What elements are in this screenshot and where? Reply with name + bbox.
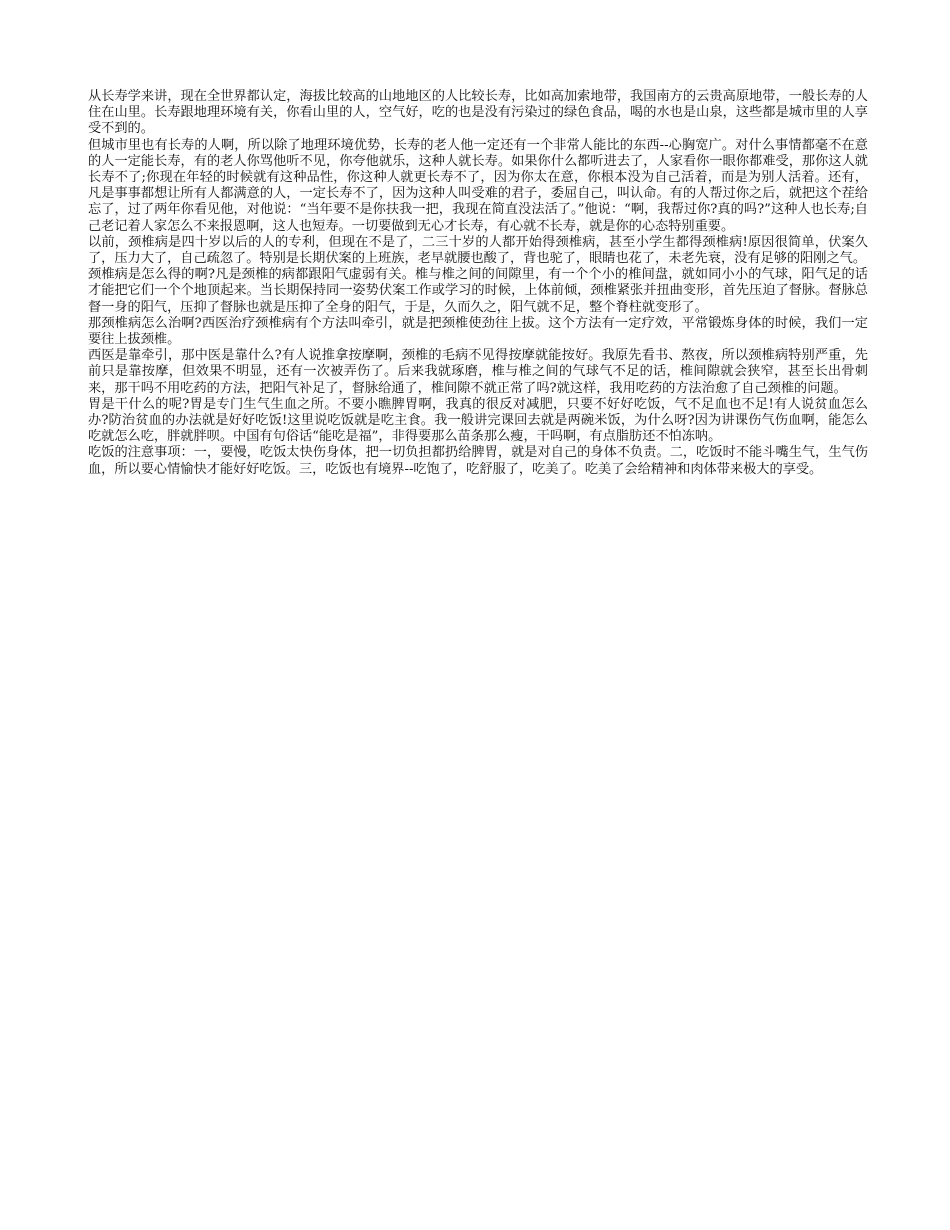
paragraph-eating-notes: 吃饭的注意事项：一，要慢，吃饭太快伤身体，把一切负担都扔给脾胃，就是对自己的身体不负责。二，吃饭时不能斗嘴生气，生气伤血，所以要心情愉快才能好好吃饭。三，吃饭也有境界--吃饱了，吃舒服了，吃美了。吃美了会给精神和肉体带来极大的享受。 [88, 445, 868, 477]
document-body [88, 89, 868, 478]
paragraph-open-mind: 但城市里也有长寿的人啊，所以除了地理环境优势，长寿的老人他一定还有一个非常人能比的东西--心胸宽广。对什么事情都毫不在意的人一定能长寿，有的老人你骂他听不见，你夸他就乐，这种人就长寿。如果你什么都听进去了，人家看你一眼你都难受，那你这人就长寿不了;你现在年轻的时候就有这种品性，你这种人就更长寿不了，因为你太在意，你根本没为自己活着，而是为别人活着。还有，凡是事事都想让所有人都满意的人，一定长寿不了，因为这种人叫受难的君子，委屈自己，叫认命。有的人帮过你之后，就把这个茬给忘了，过了两年你看见他，对他说：“当年要不是你扶我一把，我现在简直没法活了。”他说：“啊，我帮过你?真的吗?”这种人也长寿;自己老记着人家怎么不来报恩啊，这人也短寿。一切要做到无心才长寿，有心就不长寿，就是你的心态特别重要。 [88, 137, 868, 234]
paragraph-stomach: 胃是干什么的呢?胃是专门生气生血之所。不要小瞧脾胃啊，我真的很反对减肥，只要不好好吃饭，气不足血也不足!有人说贫血怎么办?防治贫血的办法就是好好吃饭!这里说吃饭就是吃主食。我一般讲完课回去就是两碗米饭，为什么呀?因为讲课伤气伤血啊，能怎么吃就怎么吃，胖就胖呗。中国有句俗话“能吃是福”，非得要那么苗条那么瘦，干吗啊，有点脂肪还不怕冻呐。 [88, 396, 868, 445]
paragraph-western-treatment: 那颈椎病怎么治啊?西医治疗颈椎病有个方法叫牵引，就是把颈椎使劲往上拔。这个方法有一定疗效，平常锻炼身体的时候，我们一定要往上拔颈椎。 [88, 315, 868, 348]
paragraph-cervical-cause: 颈椎病是怎么得的啊?凡是颈椎的病都跟阳气虚弱有关。椎与椎之间的间隙里，有一个个小的椎间盘，就如同小小的气球，阳气足的话才能把它们一个个地顶起来。当长期保持同一姿势伏案工作或学习的时候，上体前倾，颈椎紧张并扭曲变形，首先压迫了督脉。督脉总督一身的阳气，压抑了督脉也就是压抑了全身的阳气，于是，久而久之，阳气就不足，整个脊柱就变形了。 [88, 267, 868, 315]
paragraph-longevity-geography: 从长寿学来讲，现在全世界都认定，海拔比较高的山地地区的人比较长寿，比如高加索地带，我国南方的云贵高原地带，一般长寿的人住在山里。长寿跟地理环境有关，你看山里的人，空气好，吃的也是没有污染过的绿色食品，喝的水也是山泉，这些都是城市里的人享受不到的。 [88, 89, 868, 137]
paragraph-cervical-spondylosis-intro: 以前，颈椎病是四十岁以后的人的专利，但现在不是了，二三十岁的人都开始得颈椎病，甚至小学生都得颈椎病!原因很简单，伏案久了，压力大了，自己疏忽了。特别是长期伏案的上班族，老早就腰也酸了，背也驼了，眼睛也花了，未老先衰，没有足够的阳刚之气。 [88, 234, 868, 267]
paragraph-chinese-treatment: 西医是靠牵引，那中医是靠什么?有人说推拿按摩啊，颈椎的毛病不见得按摩就能按好。我原先看书、熬夜，所以颈椎病特别严重，先前只是靠按摩，但效果不明显，还有一次被弄伤了。后来我就琢磨，椎与椎之间的气球气不足的话，椎间隙就会狭窄，甚至长出骨刺来，那干吗不用吃药的方法，把阳气补足了，督脉给通了，椎间隙不就正常了吗?就这样，我用吃药的方法治愈了自己颈椎的问题。 [88, 348, 868, 396]
